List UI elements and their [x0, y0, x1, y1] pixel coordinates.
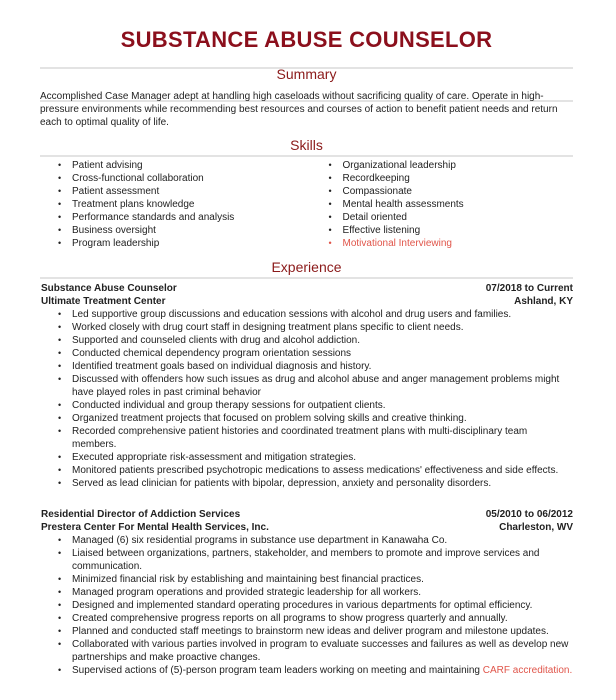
skill-item: • Program leadership	[40, 237, 303, 250]
job-bullet: • Executed appropriate risk-assessment and mitigation strategies.	[40, 451, 573, 464]
job-bullets	[40, 308, 573, 490]
job-dates: 07/2018 to Current	[485, 283, 573, 294]
job-bullet: • Conducted chemical dependency program orientation sessions	[40, 347, 573, 360]
job-dates: 05/2010 to 06/2012	[485, 509, 573, 520]
job-bullet: • Managed (6) six residential programs in substance use department in Kanawaha Co.	[40, 534, 573, 547]
skill-item: • Patient advising	[40, 159, 303, 172]
skills-left	[40, 159, 303, 250]
job-title: Residential Director of Addiction Services	[41, 509, 241, 520]
job-bullet: • Planned and conducted staff meetings to brainstorm new ideas and deliver program and milestone updates.	[40, 625, 573, 638]
job-bullet: • Monitored patients prescribed psychotropic medications to assess medications' effectiveness and side effects.	[40, 464, 573, 477]
skill-item: • Business oversight	[40, 224, 303, 237]
job-bullet: • Created comprehensive progress reports on all programs to show progress quarterly and annually.	[40, 612, 573, 625]
job-entry	[40, 282, 573, 490]
job-bullet: • Worked closely with drug court staff in designing treatment plans specific to client needs.	[40, 321, 573, 334]
skill-item: • Cross-functional collaboration	[40, 172, 303, 185]
job-bullet: • Led supportive group discussions and education sessions with alcohol and drug users and families.	[40, 308, 573, 321]
resume-title: SUBSTANCE ABUSE COUNSELOR	[120, 27, 493, 52]
job-bullet: • Served as lead clinician for patients with bipolar, depression, anxiety and personality disorders.	[40, 477, 573, 490]
job-bullet: • Identified treatment goals based on individual diagnosis and history.	[40, 360, 573, 373]
skill-item: • Organizational leadership	[311, 159, 574, 172]
skills-right	[303, 159, 574, 250]
summary-text: Accomplished Case Manager adept at handling high caseloads without sacrificing quality of care. Operate in high-pressure environments while recommending best resources and courses of action to benefit patient needs and return each to optimal quality of life.	[40, 91, 558, 128]
job-location: Charleston, WV	[499, 522, 573, 533]
job-bullets	[40, 534, 573, 664]
job-entry	[40, 508, 573, 677]
job-bullet: • Conducted individual and group therapy sessions for outpatient clients.	[40, 399, 573, 412]
skills-list	[40, 159, 573, 250]
bullet-text: Supervised actions of (5)-person program team leaders working on meeting and maintaining	[72, 665, 483, 676]
job-bullet: • Managed program operations and provided strategic leadership for all workers.	[40, 586, 573, 599]
job-bullet: • Collaborated with various parties involved in program to evaluate successes and failures as well as develop new partnerships and make proactive changes.	[40, 638, 573, 664]
skill-item: • Detail oriented	[311, 211, 574, 224]
skill-item: • Mental health assessments	[311, 198, 574, 211]
experience-heading: Experience	[271, 259, 342, 275]
job-bullet: • Organized treatment projects that focused on problem solving skills and creative thinking.	[40, 412, 573, 425]
divider	[40, 155, 573, 157]
skill-item: • Treatment plans knowledge	[40, 198, 303, 211]
skill-item: • Patient assessment	[40, 185, 303, 198]
summary-heading: Summary	[276, 66, 337, 82]
job-bullet: • Minimized financial risk by establishing and maintaining best financial practices.	[40, 573, 573, 586]
skill-item-link[interactable]: • Motivational Interviewing	[311, 237, 574, 250]
skills-heading: Skills	[290, 137, 323, 153]
skill-item: • Performance standards and analysis	[40, 211, 303, 224]
job-location: Ashland, KY	[514, 296, 573, 307]
job-bullets-last	[40, 664, 573, 677]
job-bullet: • Designed and implemented standard operating procedures in various departments for optimal efficiency.	[40, 599, 573, 612]
job-title: Substance Abuse Counselor	[41, 283, 177, 294]
skill-item: • Recordkeeping	[311, 172, 574, 185]
job-bullet: • Supported and counseled clients with drug and alcohol addiction.	[40, 334, 573, 347]
job-bullet	[40, 664, 573, 677]
job-company: Prestera Center For Mental Health Services, Inc.	[41, 522, 269, 533]
divider	[40, 277, 573, 279]
skill-item: • Effective listening	[311, 224, 574, 237]
job-company: Ultimate Treatment Center	[41, 296, 166, 307]
carf-link[interactable]: CARF accreditation.	[482, 665, 573, 676]
job-bullet: • Recorded comprehensive patient histories and coordinated treatment plans with multi-disciplinary team members.	[40, 425, 573, 451]
skill-item: • Compassionate	[311, 185, 574, 198]
job-bullet: • Liaised between organizations, partners, stakeholder, and members to promote and improve services and communication.	[40, 547, 573, 573]
job-bullet: • Discussed with offenders how such issues as drug and alcohol abuse and anger management problems might have played roles in past criminal behavior	[40, 373, 573, 399]
